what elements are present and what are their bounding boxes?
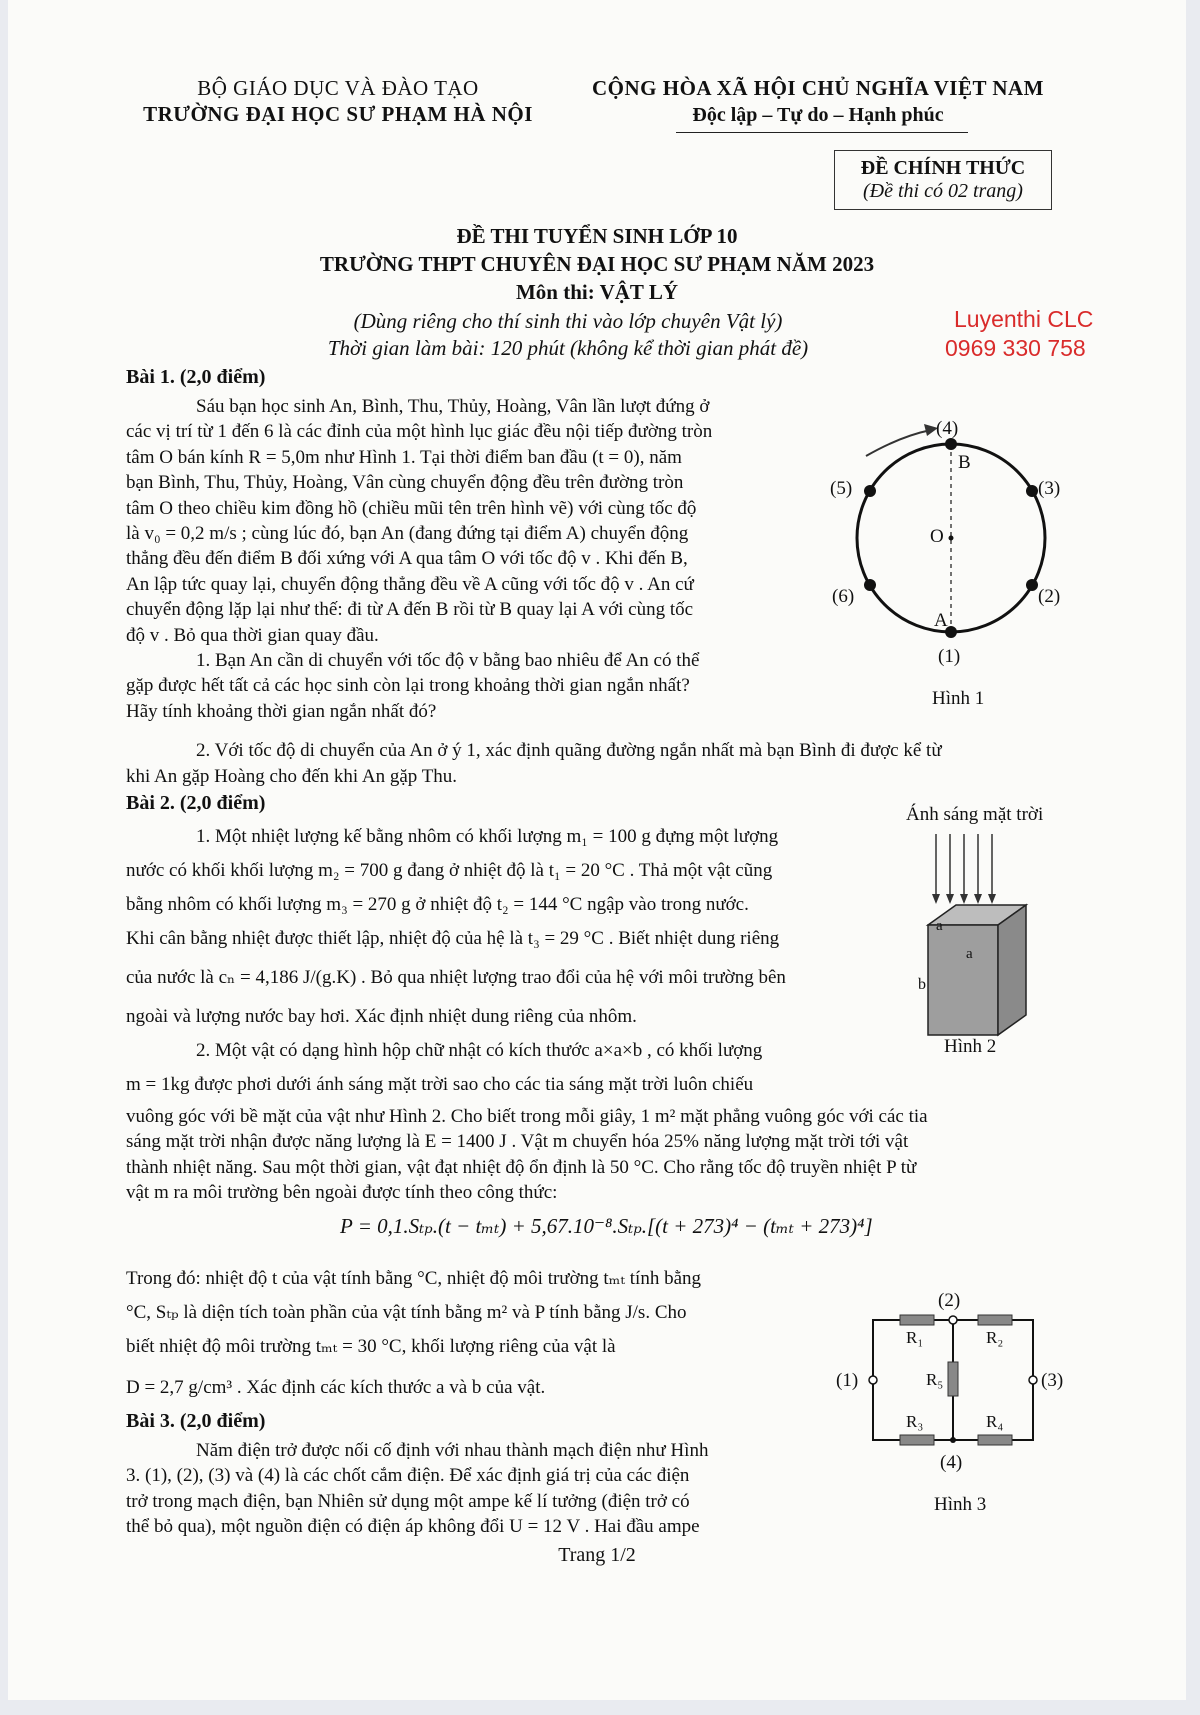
bai2-line: 2. Một vật có dạng hình hộp chữ nhật có kích thước a×a×b , có khối lượng	[196, 1040, 763, 1061]
terminal-1	[869, 1376, 877, 1384]
terminal-3	[1029, 1376, 1037, 1384]
bai2-line: nước có khối khối lượng m₂ = 700 g đang ở nhiệt độ là t₁ = 20 °C . Thả một vật cũng	[126, 860, 773, 881]
bai1-line: các vị trí từ 1 đến 6 là các đỉnh của một hình lục giác đều nội tiếp đường tròn	[126, 421, 713, 443]
bai2-after-line: °C, Sₜₚ là diện tích toàn phần của vật tính bằng m² và P tính bằng J/s. Cho	[126, 1302, 687, 1323]
motto-underline	[676, 132, 968, 133]
label-2: (2)	[1038, 586, 1061, 607]
official-stamp	[834, 150, 1052, 210]
label-B: B	[958, 452, 971, 473]
watermark-phone: 0969 330 758	[945, 335, 1086, 361]
block-side-face	[998, 905, 1026, 1035]
label-R1: R₁	[906, 1328, 924, 1347]
label-R5: R₅	[926, 1370, 944, 1389]
bai1-line: gặp được hết tất cả các học sinh còn lại trong khoảng thời gian ngắn nhất?	[126, 675, 690, 697]
circuit-node-2: (2)	[938, 1290, 961, 1311]
dimension-a-top: a	[966, 946, 973, 962]
dimension-b: b	[918, 976, 926, 993]
bai1-line: chuyển động lặp lại như thế: đi từ A đến B rồi từ B quay lại A với cùng tốc	[126, 599, 694, 621]
label-A: A	[934, 610, 948, 631]
heat-transfer-formula: P = 0,1.Sₜₚ.(t − tₘₜ) + 5,67.10⁻⁸.Sₜₚ.[(t + 273)⁴ − (tₘₜ + 273)⁴]	[340, 1214, 873, 1238]
bai2-after-text	[126, 1262, 806, 1412]
terminal-4	[950, 1437, 956, 1443]
figure-2-block	[898, 830, 1048, 1050]
bai3-line: trở trong mạch điện, bạn Nhiên sử dụng một ampe kế lí tưởng (điện trở có	[126, 1490, 690, 1512]
bai2-line: Khi cân bằng nhiệt được thiết lập, nhiệt độ của hệ là t₃ = 29 °C . Biết nhiệt dung riêng	[126, 928, 780, 949]
sun-rays	[936, 834, 992, 902]
bai1-line: Hãy tính khoảng thời gian ngắn nhất đó?	[126, 700, 437, 722]
bai2-text-full	[126, 1104, 1076, 1206]
bai1-q2-line1: 2. Với tốc độ di chuyển của An ở ý 1, xác định quãng đường ngắn nhất mà bạn Bình đi được kể từ	[196, 740, 942, 761]
circuit-node-4: (4)	[940, 1452, 963, 1473]
bai1-line: Sáu bạn học sinh An, Bình, Thu, Thủy, Hoàng, Vân lần lượt đứng ở	[196, 396, 710, 417]
rotation-arrow	[866, 430, 931, 456]
bai2-line: 1. Một nhiệt lượng kế bằng nhôm có khối lượng m₁ = 100 g đựng một lượng	[196, 826, 779, 847]
label-O: O	[930, 526, 944, 547]
subject-title: Môn thi: VẬT LÝ	[515, 280, 678, 304]
bai2-heading: Bài 2. (2,0 điểm)	[126, 792, 266, 814]
label-R2: R₂	[986, 1328, 1004, 1347]
bai1-line: là v₀ = 0,2 m/s ; cùng lúc đó, bạn An (đang đứng tại điểm A) chuyển động	[126, 523, 689, 545]
bai1-q2-line2: khi An gặp Hoàng cho đến khi An gặp Thu.	[126, 766, 458, 787]
exam-page	[8, 0, 1186, 1700]
label-3: (3)	[1038, 478, 1061, 499]
bai3-line: 3. (1), (2), (3) và (4) là các chốt cắm điện. Để xác định giá trị của các điện	[126, 1465, 690, 1487]
point-2	[1026, 579, 1038, 591]
school-title: TRƯỜNG THPT CHUYÊN ĐẠI HỌC SƯ PHẠM NĂM 2023	[319, 252, 875, 276]
label-R3: R₃	[906, 1412, 924, 1431]
bai1-heading: Bài 1. (2,0 điểm)	[126, 366, 266, 388]
bai1-line: tâm O theo chiều kim đồng hồ (chiều mũi tên trên hình vẽ) với cùng tốc độ	[126, 497, 697, 519]
stamp-note: (Đề thi có 02 trang)	[863, 180, 1023, 202]
resistor-R4	[978, 1435, 1012, 1445]
resistor-R5	[948, 1362, 958, 1396]
resistor-R1	[900, 1315, 934, 1325]
sun-ray-heads	[932, 894, 996, 904]
bai2-line: của nước là cₙ = 4,186 J/(g.K) . Bỏ qua nhiệt lượng trao đổi của hệ với môi trường bên	[126, 967, 786, 988]
label-5: (5)	[830, 478, 853, 499]
bai2-line: bằng nhôm có khối lượng m₃ = 270 g ở nhiệt độ t₂ = 144 °C ngập vào trong nước.	[126, 894, 749, 915]
circuit-node-1: (1)	[836, 1370, 859, 1391]
sunlight-label: Ánh sáng mặt trời	[906, 804, 1044, 825]
bai1-text	[126, 394, 802, 724]
ministry-name: BỘ GIÁO DỤC VÀ ĐÀO TẠO	[197, 76, 479, 100]
exam-note: (Dùng riêng cho thí sinh thi vào lớp chuyên Vật lý)	[353, 309, 783, 333]
motto: Độc lập – Tự do – Hạnh phúc	[692, 104, 944, 126]
bai1-line: thẳng đều đến điểm B đối xứng với A qua tâm O với tốc độ v . Khi đến B,	[126, 548, 688, 570]
label-6: (6)	[832, 586, 855, 607]
bai2-full-line: sáng mặt trời nhận được năng lượng là E = 1400 J . Vật m chuyển hóa 25% năng lượng mặt trời tới vật	[126, 1131, 909, 1153]
page-number: Trang 1/2	[558, 1544, 636, 1566]
bai1-line: bạn Bình, Thu, Thủy, Hoàng, Vân cùng chuyển động đều trên đường tròn	[126, 472, 684, 494]
point-6	[864, 579, 876, 591]
bai2-full-line: thành nhiệt năng. Sau một thời gian, vật đạt nhiệt độ ổn định là 50 °C. Cho rằng tốc độ truyền nhiệt P từ	[126, 1156, 917, 1178]
label-4: (4)	[936, 418, 959, 439]
bai3-line: Năm điện trở được nối cố định với nhau thành mạch điện như Hình	[196, 1440, 709, 1461]
figure-1-caption: Hình 1	[932, 688, 985, 709]
point-5	[864, 485, 876, 497]
point-3	[1026, 485, 1038, 497]
watermark-name: Luyenthi CLC	[954, 306, 1094, 332]
bai3-heading: Bài 3. (2,0 điểm)	[126, 1410, 266, 1432]
figure-2-caption: Hình 2	[944, 1036, 997, 1057]
bai2-line: m = 1kg được phơi dưới ánh sáng mặt trời sao cho các tia sáng mặt trời luôn chiếu	[126, 1074, 754, 1095]
center-O	[949, 536, 954, 541]
exam-title: ĐỀ THI TUYỂN SINH LỚP 10	[456, 224, 738, 248]
bai2-line: ngoài và lượng nước bay hơi. Xác định nhiệt dung riêng của nhôm.	[126, 1006, 637, 1027]
label-R4: R₄	[986, 1412, 1004, 1431]
bai2-full-line: vuông góc với bề mặt của vật như Hình 2. Cho biết trong mỗi giây, 1 m² mặt phẳng vuông góc với các tia	[126, 1106, 928, 1127]
resistor-R3	[900, 1435, 934, 1445]
bai1-line: tâm O bán kính R = 5,0m như Hình 1. Tại thời điểm ban đầu (t = 0), năm	[126, 446, 682, 468]
figure-3-caption: Hình 3	[934, 1494, 987, 1515]
bai3-text	[126, 1438, 806, 1540]
circuit-node-3: (3)	[1041, 1370, 1064, 1391]
university-name: TRƯỜNG ĐẠI HỌC SƯ PHẠM HÀ NỘI	[143, 102, 533, 126]
time-note: Thời gian làm bài: 120 phút (không kể thời gian phát đề)	[327, 336, 809, 360]
resistor-R2	[978, 1315, 1012, 1325]
bai1-line: An lập tức quay lại, chuyển động thẳng đều về A cũng với tốc độ v . An cứ	[126, 573, 694, 595]
figure-1-circle	[816, 408, 1086, 718]
bai2-full-line: vật m ra môi trường bên ngoài được tính theo công thức:	[126, 1182, 558, 1204]
bai2-after-line: Trong đó: nhiệt độ t của vật tính bằng °C, nhiệt độ môi trường tₘₜ tính bằng	[126, 1268, 702, 1289]
dimension-a-side: a	[936, 918, 943, 934]
country-name: CỘNG HÒA XÃ HỘI CHỦ NGHĨA VIỆT NAM	[591, 76, 1045, 100]
label-1: (1)	[938, 646, 961, 667]
bai2-after-line: biết nhiệt độ môi trường tₘₜ = 30 °C, khối lượng riêng của vật là	[126, 1336, 616, 1357]
bai1-line: độ v . Bỏ qua thời gian quay đầu.	[126, 624, 379, 646]
bai2-text	[126, 820, 886, 1102]
terminal-2	[949, 1316, 957, 1324]
bai2-after-line: D = 2,7 g/cm³ . Xác định các kích thước a và b của vật.	[126, 1377, 546, 1398]
block-front-face	[928, 925, 998, 1035]
stamp-title: ĐỀ CHÍNH THỨC	[860, 157, 1026, 179]
bai3-line: thể bỏ qua), một nguồn điện có điện áp không đổi U = 12 V . Hai đầu ampe	[126, 1516, 700, 1538]
bai1-line: 1. Bạn An cần di chuyển với tốc độ v bằng bao nhiêu để An có thể	[196, 650, 700, 672]
